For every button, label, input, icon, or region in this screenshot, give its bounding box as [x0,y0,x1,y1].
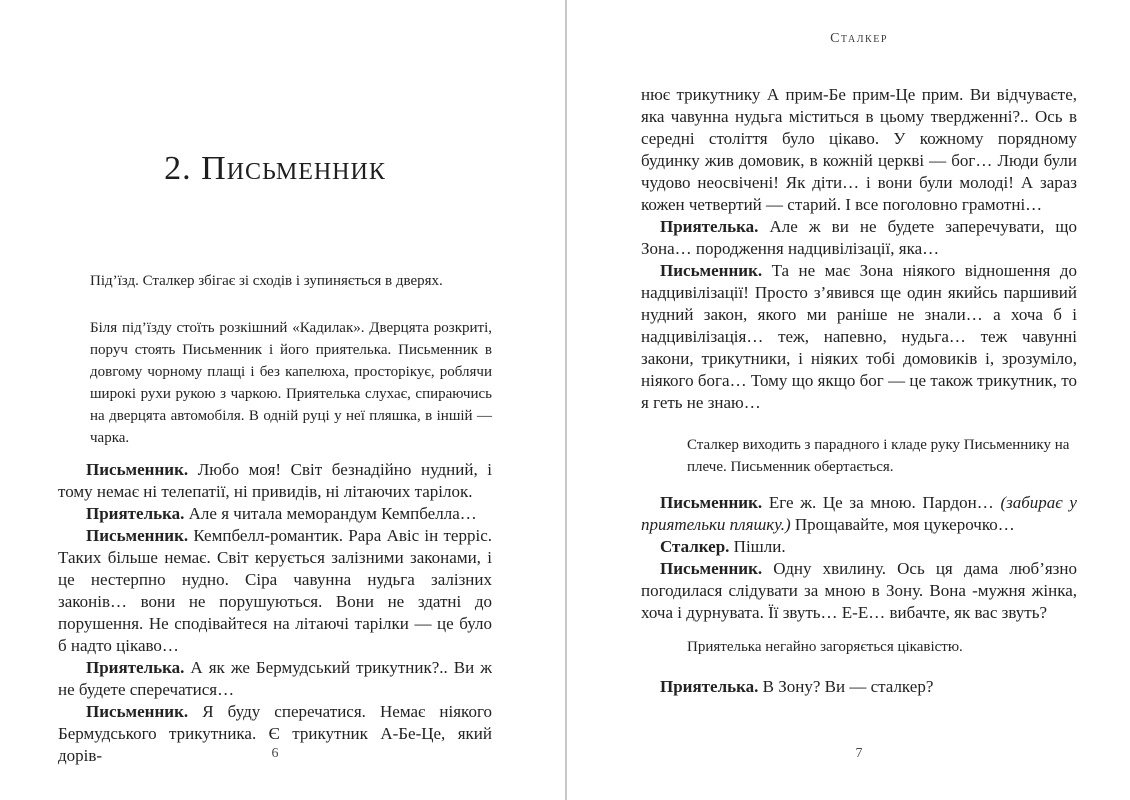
speaker-name: Письменник. [660,559,763,578]
stage-direction-interest: Приятелька негайно загоряється цікавістю. [687,639,963,655]
dialogue-paragraph [641,558,1077,624]
dialogue-text: Та не має Зона ніякого відношення до надцивілізації! Просто з’явився ще один якийсь паршивий нудний закон, якого ми раніше не знали… а хоча б і надцивілізація… теж, напевно, нудьга… теж чавунні закони, трикутники, і ніяких тобі домовиків і, зрозуміло, ніякого бога… Тому що якщо бог — це також трикутник, то я геть не знаю… [641,261,1077,412]
speaker-name: Приятелька. [660,677,759,696]
dialogue-block-left [58,459,492,767]
page-number-right: 7 [855,746,863,761]
stage-note-inline: (забирає у приятельки пляшку.) [641,493,1077,534]
dialogue-paragraph [58,657,492,701]
page-number-left: 6 [271,746,279,761]
speaker-name: Приятелька. [86,658,185,677]
speaker-name: Письменник. [660,493,763,512]
speaker-name: Письменник. [660,261,763,280]
speaker-name: Письменник. [86,526,189,545]
dialogue-text: А як же Бермудський трикутник?.. Ви ж не будете сперечатися… [58,658,492,699]
dialogue-text: Але я читала меморандум Кемпбелла… [184,504,477,523]
dialogue-paragraph [641,216,1077,260]
dialogue-text: Прощавайте, моя цукерочко… [790,515,1015,534]
dialogue-text: В Зону? Ви — сталкер? [758,677,934,696]
dialogue-paragraph [58,525,492,657]
dialogue-text: Я буду сперечатися. Немає ніякого Бермудського трикутника. Є трикутник А-Бе-Це, який дорів- [58,702,492,765]
speaker-name: Письменник. [86,460,189,479]
dialogue-text: Але ж ви не будете заперечувати, що Зона… породження надцивілізації, яка… [641,217,1077,258]
left-page [58,0,492,800]
speaker-name: Сталкер. [660,537,730,556]
dialogue-paragraph [58,503,492,525]
dialogue-paragraph [58,459,492,503]
running-header: Сталкер [830,31,888,46]
dialogue-paragraph [641,536,1077,558]
speaker-name: Приятелька. [86,504,185,523]
stage-direction-entrance: Під’їзд. Сталкер збігає зі сходів і зупиняється в дверях. [90,273,443,289]
final-question [641,676,1077,698]
speaker-name: Приятелька. [660,217,759,236]
dialogue-text: Кемпбелл-романтик. Рара Авіс ін терріс. Таких більше немає. Світ керується залізними законами, і це нестерпно нудно. Сіра чавунна нудьга залізних законів… вони не порушуються. Вони не здатні до порушення. Не сподівайтеся на літаючі тарілки — це було б надто цікаво… [58,526,492,655]
stage-direction-exit: Сталкер виходить з парадного і кладе руку Письменнику на плече. Письменник обертається. [687,437,1070,475]
continuation-paragraph: нює трикутнику А прим-Бе прим-Це прим. Ви відчуваєте, яка чавунна нудьга міститься в цьому твердженні?.. Ось в середні століття було цікаво. У кожному порядному будинку жив домовик, в кожній церкві — бог… Люди були чудово неосвічені! Як діти… і вони були молоді! А зараз кожен четвертий — старий. І все поголовно грамотні… [641,85,1077,214]
right-page [641,0,1077,800]
dialogue-text: Любо моя! Світ безнадійно нудний, і тому немає ні телепатії, ні привидів, ні літаючих тарілок. [58,460,492,501]
stage-direction-cadillac: Біля під’їзду стоїть розкішний «Кадилак». Дверцята розкриті, поруч стоять Письменник і його приятелька. Письменник в довгому чорному плащі і без капелюха, просторікує, роблячи широкі рухи рукою з чаркою. Приятелька слухає, спираючись на дверцята автомобіля. В одній руці у неї пляшка, в іншій — чарка. [90,320,492,446]
dialogue-text: Еге ж. Це за мною. Пардон… [762,493,1001,512]
dialogue-paragraph [641,260,1077,414]
speaker-name: Письменник. [86,702,189,721]
dialogue-text: Пішли. [729,537,786,556]
dialogue-text: Одну хвилину. Ось ця дама люб’язно погодилася слідувати за мною в Зону. Вона -мужня жінка, хоча і дурнувата. Її звуть… Е-Е… вибачте, як вас звуть? [641,559,1077,622]
chapter-title: 2. Письменник [164,150,386,187]
page-divider [565,0,567,800]
dialogue-paragraph [641,492,1077,536]
